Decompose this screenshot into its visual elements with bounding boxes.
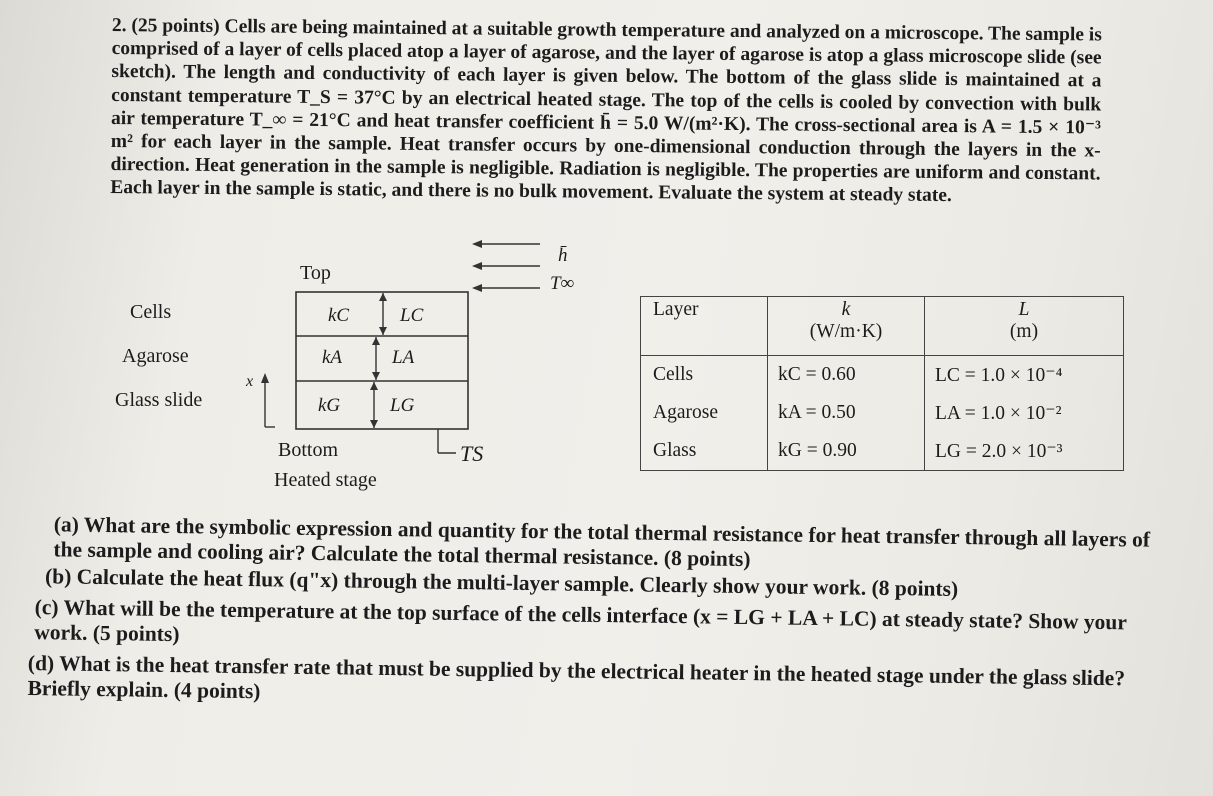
question-list bbox=[27, 512, 1170, 717]
x-axis-label: x bbox=[246, 373, 254, 390]
bottom-label: Bottom bbox=[278, 439, 339, 461]
table-row bbox=[641, 356, 1124, 395]
table-row bbox=[641, 394, 1124, 432]
header-l: L (m) bbox=[925, 297, 1124, 356]
row-glass-k: kG = 0.90 bbox=[768, 432, 925, 471]
header-layer: Layer bbox=[641, 297, 768, 356]
question-a: (a) What are the symbolic expression and quantity for the total thermal resistance for heat transfer through all layers of the sample and cooling air? Calculate the total thermal resistance. (8 points) bbox=[53, 512, 1151, 572]
k-cells-symbol: kC bbox=[328, 305, 350, 326]
table-header-row bbox=[641, 297, 1124, 356]
question-d: (d) What is the heat transfer rate that must be supplied by the electrical heater in the heated stage under the glass slide? Briefly explain. (4 points) bbox=[27, 650, 1126, 704]
row-agarose-k: kA = 0.50 bbox=[768, 394, 925, 432]
sketch-drawing bbox=[100, 235, 620, 505]
k-agarose-symbol: kA bbox=[322, 347, 343, 368]
ts-label: TS bbox=[460, 441, 484, 466]
l-cells-symbol: LC bbox=[400, 305, 424, 326]
properties-table bbox=[640, 296, 1124, 471]
problem-text: (25 points) Cells are being maintained at a suitable growth temperature and analyzed on a microscope. The sample is comprised of a layer of cells placed atop a layer of agarose, and the layer of agarose is atop a glass microscope slide (see sketch). The length and conductivity of each layer is given below. The bottom of the glass slide is maintained at a constant temperature T_S = 37°C by an electrical heated stage. The top of the cells is cooled by convection with bulk air temperature T_∞ = 21°C and heat transfer coefficient h̄ = 5.0 W/(m²·K). The cross-sectional area is A = 1.5 × 10⁻³ m² for each layer in the sample. Heat transfer occurs by one-dimensional conduction through the layers in the x-direction. Heat generation in the sample is negligible. Radiation is negligible. The properties are uniform and constant. Each layer in the sample is static, and there is no bulk movement. Evaluate the system at steady state. bbox=[110, 15, 1102, 207]
row-cells-l: LC = 1.0 × 10⁻⁴ bbox=[925, 356, 1124, 395]
header-k: k (W/m·K) bbox=[768, 297, 925, 356]
agarose-label: Agarose bbox=[122, 345, 189, 367]
t-infinity-label: T∞ bbox=[550, 273, 575, 294]
h-bar-label: h̄ bbox=[558, 245, 568, 266]
cells-label: Cells bbox=[130, 301, 172, 323]
row-agarose-l: LA = 1.0 × 10⁻² bbox=[925, 394, 1124, 432]
problem-number: 2. bbox=[111, 14, 127, 37]
row-glass-layer: Glass bbox=[641, 432, 768, 471]
heated-stage-label: Heated stage bbox=[274, 469, 377, 491]
question-c: (c) What will be the temperature at the top surface of the cells interface (x = LG + LA + LC) at steady state? Show your work. (5 points) bbox=[34, 595, 1127, 647]
row-agarose-layer: Agarose bbox=[641, 394, 768, 432]
top-label: Top bbox=[300, 262, 331, 284]
glass-slide-label: Glass slide bbox=[115, 389, 203, 411]
layer-sketch bbox=[100, 235, 620, 505]
row-cells-k: kC = 0.60 bbox=[768, 356, 925, 395]
table-row bbox=[641, 432, 1124, 471]
question-b: (b) Calculate the heat flux (q"x) through the multi-layer sample. Clearly show your work. (8 points) bbox=[44, 564, 959, 601]
problem-statement bbox=[110, 14, 1102, 209]
l-agarose-symbol: LA bbox=[392, 347, 415, 368]
l-glass-symbol: LG bbox=[390, 395, 415, 416]
k-glass-symbol: kG bbox=[318, 395, 341, 416]
row-cells-layer: Cells bbox=[641, 356, 768, 395]
row-glass-l: LG = 2.0 × 10⁻³ bbox=[925, 432, 1124, 471]
